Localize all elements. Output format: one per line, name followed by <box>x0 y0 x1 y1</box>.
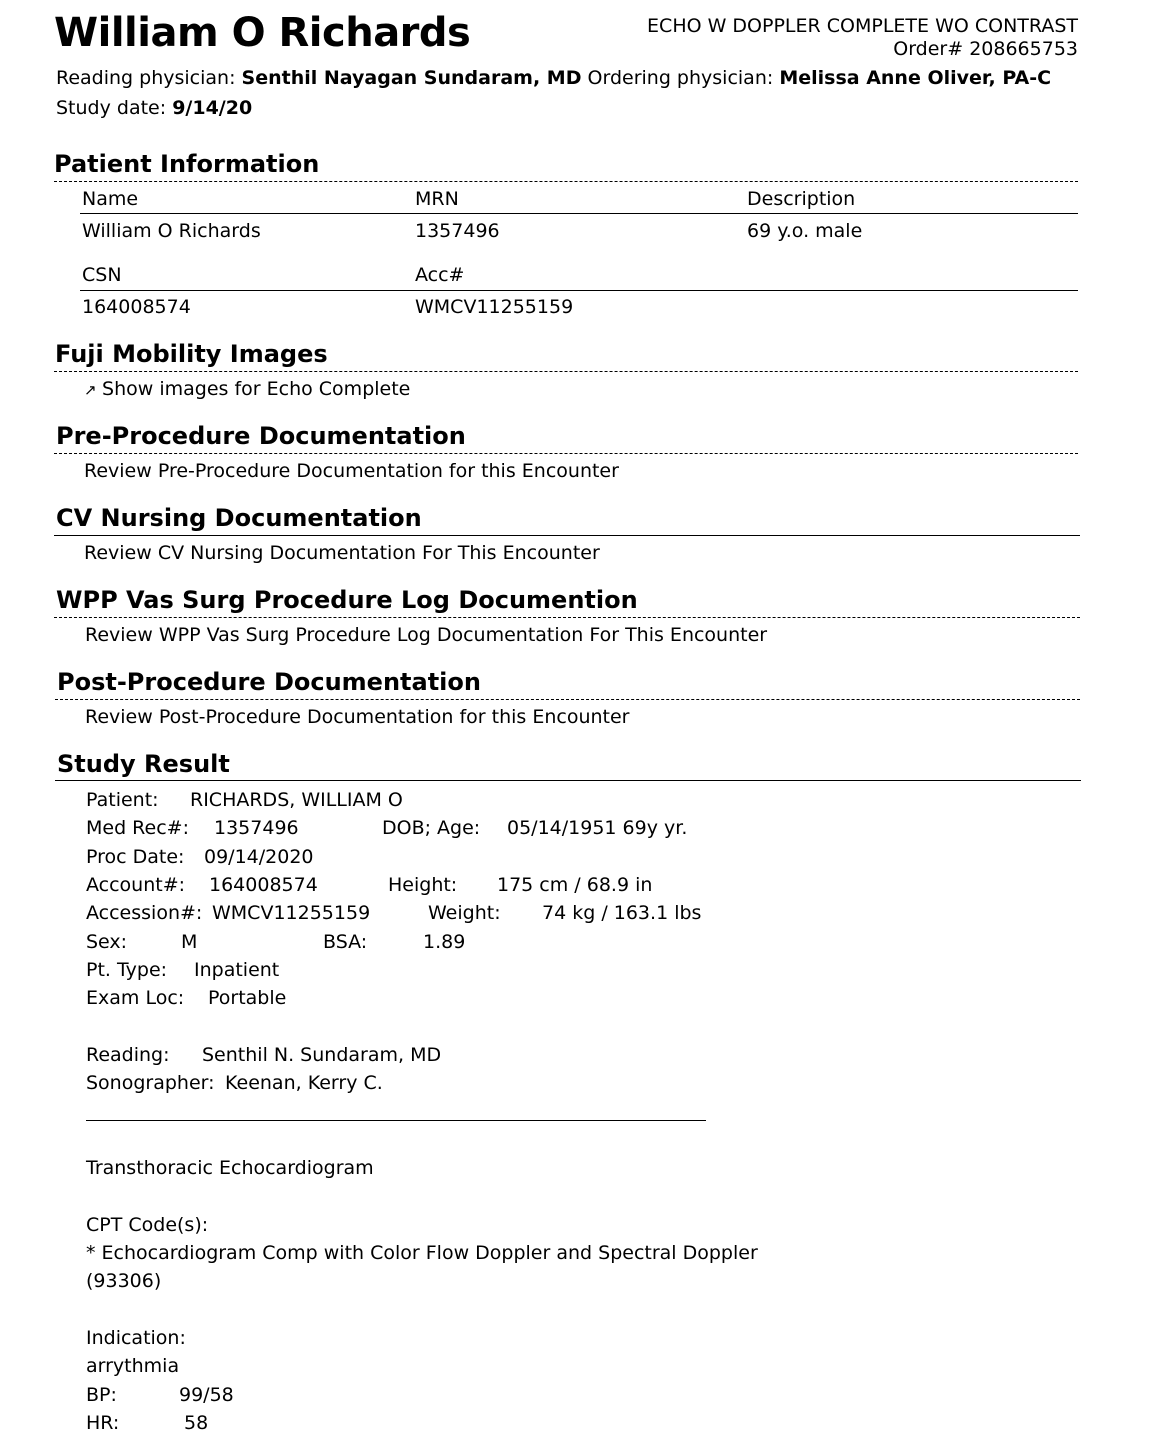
section-rule <box>54 617 1080 618</box>
show-images-link[interactable] <box>84 378 410 400</box>
table-header-rule <box>80 213 1078 214</box>
sr-patient-value: RICHARDS, WILLIAM O <box>190 789 403 811</box>
sr-accession-label: Accession#: <box>86 902 203 924</box>
acc-value: WMCV11255159 <box>415 296 574 318</box>
review-pre-procedure-link[interactable]: Review Pre-Procedure Documentation for this Encounter <box>84 460 619 482</box>
sr-bp-value: 99/58 <box>179 1384 234 1406</box>
section-title-cv-nursing-documentation: CV Nursing Documentation <box>56 504 422 532</box>
sr-dob-label: DOB; Age: <box>382 817 481 839</box>
sr-weight-label: Weight: <box>428 902 501 924</box>
sr-reading-label: Reading: <box>86 1044 170 1066</box>
acc-label: Acc# <box>415 264 465 286</box>
sr-medrec-value: 1357496 <box>214 817 299 839</box>
sr-height-label: Height: <box>388 874 458 896</box>
ordering-physician-value: Melissa Anne Oliver, PA-C <box>779 67 1052 89</box>
sr-weight-value: 74 kg / 163.1 lbs <box>542 902 702 924</box>
order-type: ECHO W DOPPLER COMPLETE WO CONTRAST <box>647 15 1078 37</box>
sr-cpt-line1: * Echocardiogram Comp with Color Flow Doppler and Spectral Doppler <box>86 1242 758 1264</box>
name-label: Name <box>82 188 139 210</box>
sr-bp-label: BP: <box>86 1384 117 1406</box>
study-date-label: Study date: <box>56 97 167 119</box>
section-title-study-result: Study Result <box>57 750 230 778</box>
sr-dob-value: 05/14/1951 69y yr. <box>507 817 688 839</box>
sr-hr-value: 58 <box>184 1412 209 1434</box>
section-title-patient-information: Patient Information <box>54 150 320 178</box>
sr-cpt-line2: (93306) <box>86 1270 162 1292</box>
sr-sonographer-value: Keenan, Kerry C. <box>225 1072 383 1094</box>
csn-value: 164008574 <box>82 296 191 318</box>
review-wpp-vas-surg-link[interactable]: Review WPP Vas Surg Procedure Log Documentation For This Encounter <box>85 624 768 646</box>
sr-patient-label: Patient: <box>86 789 159 811</box>
sr-examloc-value: Portable <box>208 987 287 1009</box>
order-number: Order# 208665753 <box>893 38 1078 60</box>
section-rule <box>54 535 1080 536</box>
sr-pttype-label: Pt. Type: <box>86 959 168 981</box>
sr-pttype-value: Inpatient <box>194 959 280 981</box>
section-rule <box>54 371 1078 372</box>
sr-procdate-label: Proc Date: <box>86 846 185 868</box>
sr-procdate-value: 09/14/2020 <box>204 846 314 868</box>
reading-physician-label: Reading physician: <box>56 67 236 89</box>
sr-account-label: Account#: <box>86 874 186 896</box>
sr-bsa-value: 1.89 <box>423 931 466 953</box>
section-title-post-procedure-documentation: Post-Procedure Documentation <box>57 668 481 696</box>
table-header-rule <box>80 290 1078 291</box>
name-value: William O Richards <box>82 220 261 242</box>
section-rule <box>54 181 1078 182</box>
mrn-value: 1357496 <box>415 220 500 242</box>
sr-reading-value: Senthil N. Sundaram, MD <box>202 1044 442 1066</box>
order-info <box>647 15 1078 61</box>
section-rule <box>55 780 1081 781</box>
sr-exam-type: Transthoracic Echocardiogram <box>86 1157 374 1179</box>
sr-sex-label: Sex: <box>86 931 128 953</box>
sr-sex-value: M <box>181 931 198 953</box>
sr-account-value: 164008574 <box>209 874 318 896</box>
physician-line <box>56 67 1051 89</box>
csn-label: CSN <box>82 264 122 286</box>
sr-examloc-label: Exam Loc: <box>86 987 185 1009</box>
review-cv-nursing-link[interactable]: Review CV Nursing Documentation For This Encounter <box>84 542 600 564</box>
mrn-label: MRN <box>415 188 459 210</box>
sr-height-value: 175 cm / 68.9 in <box>497 874 653 896</box>
study-date-value: 9/14/20 <box>172 97 253 119</box>
review-post-procedure-link[interactable]: Review Post-Procedure Documentation for this Encounter <box>85 706 630 728</box>
reading-physician-value: Senthil Nayagan Sundaram, MD <box>241 67 582 89</box>
study-date-line <box>56 97 252 119</box>
description-label: Description <box>747 188 856 210</box>
patient-name-heading: William O Richards <box>54 10 471 56</box>
sr-cpt-label: CPT Code(s): <box>86 1214 209 1236</box>
show-images-link-label: Show images for Echo Complete <box>102 378 411 400</box>
section-title-wpp-vas-surg: WPP Vas Surg Procedure Log Documention <box>56 586 638 614</box>
sr-bsa-label: BSA: <box>323 931 368 953</box>
sr-medrec-label: Med Rec#: <box>86 817 189 839</box>
sr-hr-label: HR: <box>86 1412 120 1434</box>
section-title-fuji-mobility-images: Fuji Mobility Images <box>55 340 328 368</box>
section-title-pre-procedure-documentation: Pre-Procedure Documentation <box>56 422 466 450</box>
section-rule <box>54 453 1078 454</box>
sr-indication-value: arrythmia <box>86 1355 180 1377</box>
description-value: 69 y.o. male <box>747 220 863 242</box>
sr-sonographer-label: Sonographer: <box>86 1072 215 1094</box>
section-rule <box>55 699 1080 700</box>
ordering-physician-label: Ordering physician: <box>587 67 774 89</box>
external-link-icon: ↗ <box>84 381 97 399</box>
sr-indication-label: Indication: <box>86 1327 186 1349</box>
sr-accession-value: WMCV11255159 <box>212 902 371 924</box>
signature-divider <box>86 1120 706 1121</box>
